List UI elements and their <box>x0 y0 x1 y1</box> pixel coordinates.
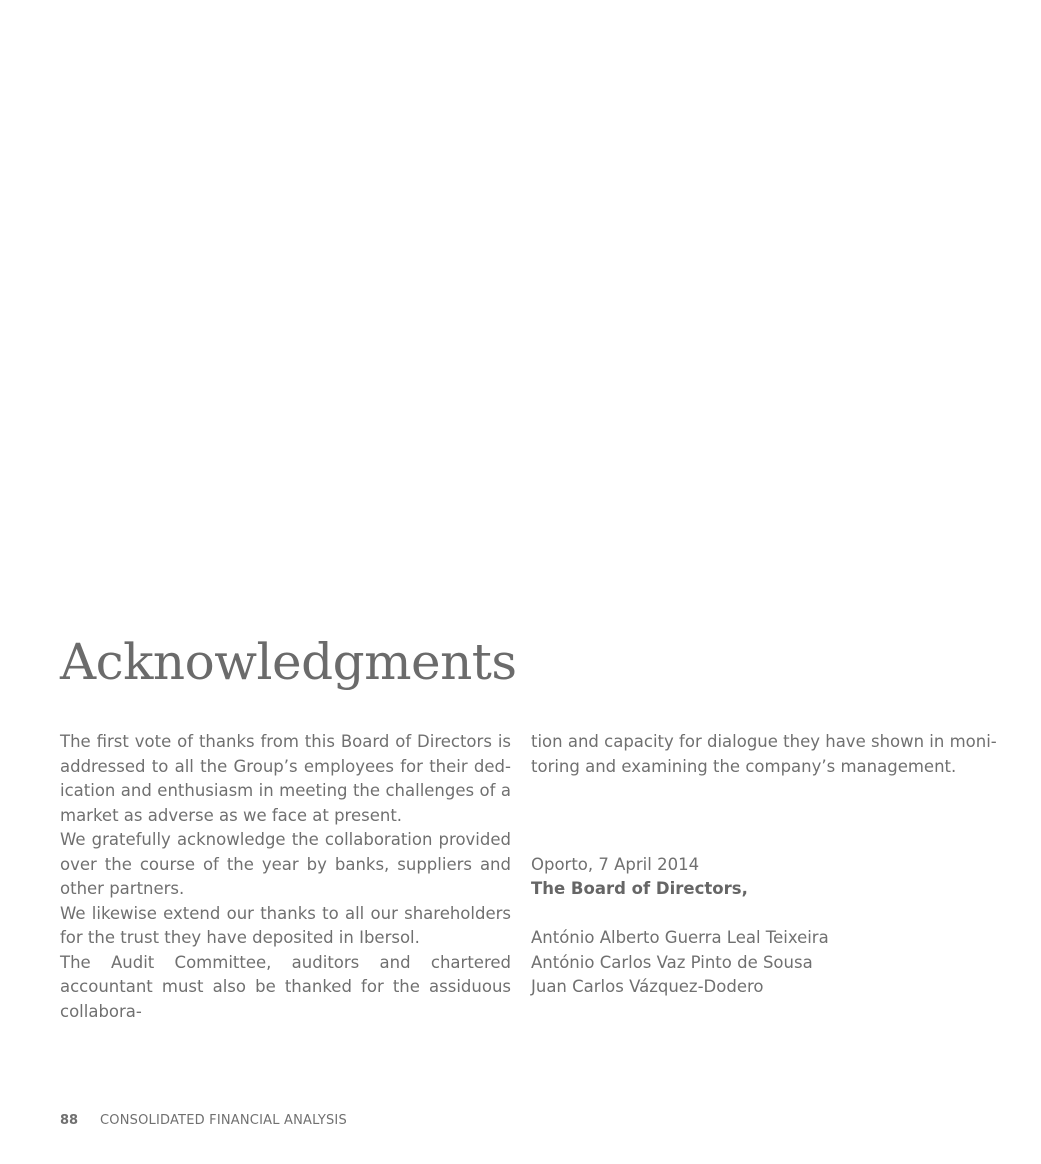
right-text-column <box>531 730 997 1000</box>
paragraph-thanks-audit-committee: The Audit Committee, auditors and chartered accountant must also be thanked for the assiduous collabora- <box>60 952 511 1021</box>
spacer <box>531 902 983 927</box>
continuation-line: toring and examining the company’s management. <box>531 756 957 776</box>
signatory-body: The Board of Directors, <box>531 879 748 898</box>
signatory-name: António Alberto Guerra Leal Teixeira <box>531 928 829 947</box>
spacer <box>531 804 983 829</box>
continuation-line: tion and capacity for dialogue they have shown in moni- <box>531 732 997 751</box>
paragraph-thanks-shareholders: We likewise extend our thanks to all our shareholders for the trust they have deposited in Ibersol. <box>60 903 511 947</box>
paragraph-thanks-employees: The first vote of thanks from this Board of Directors is addressed to all the Group’s employees for their dedication and enthusiasm in meeting the challenges of a market as adverse as we face at present. <box>60 732 511 825</box>
place-and-date: Oporto, 7 April 2014 <box>531 854 700 874</box>
left-text-column <box>60 730 511 1024</box>
paragraph-thanks-partners: We gratefully acknowledge the collaboration provided over the course of the year by banks, suppliers and other partners. <box>60 830 511 898</box>
section-name: CONSOLIDATED FINANCIAL ANALYSIS <box>100 1113 347 1128</box>
spacer <box>531 828 983 853</box>
page-footer <box>60 1112 347 1130</box>
signatory-name: Juan Carlos Vázquez-Dodero <box>531 977 764 996</box>
spacer <box>531 779 983 804</box>
page-number: 88 <box>60 1113 79 1128</box>
page-title: Acknowledgments <box>60 633 517 691</box>
signatory-name: António Carlos Vaz Pinto de Sousa <box>531 952 813 972</box>
